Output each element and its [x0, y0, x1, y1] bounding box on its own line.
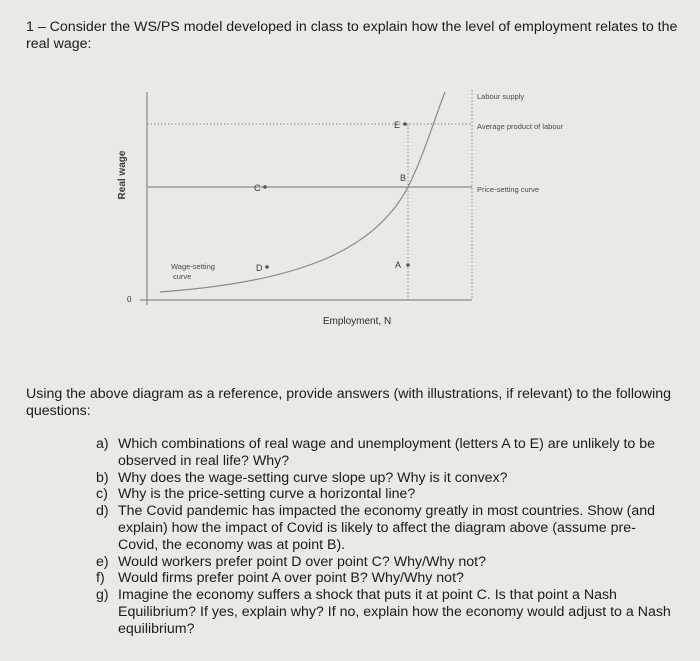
origin-label: 0	[127, 295, 132, 304]
point-d	[256, 263, 269, 273]
point-e	[394, 120, 407, 130]
svg-text:C: C	[254, 183, 261, 193]
question-heading: 1 – Consider the WS/PS model developed in class to explain how the level of employment relates to the real wage:	[26, 19, 678, 52]
question-g: g) Imagine the economy suffers a shock that puts it at point C. Is that point a Nash Equilibrium? If yes, explain why? If no, explain how the economy would adjust to a Nash equilibrium?	[96, 587, 671, 637]
question-c: c) Why is the price-setting curve a horizontal line?	[96, 486, 416, 503]
question-a: a) Which combinations of real wage and unemployment (letters A to E) are unlikely to be observed in real life? Why?	[96, 436, 656, 469]
average-product-label: Average product of labour	[477, 122, 564, 131]
price-setting-label: Price-setting curve	[477, 185, 540, 194]
intro-text: Using the above diagram as a reference, provide answers (with illustrations, if relevant) to the following questions:	[26, 386, 672, 419]
wage-setting-label-line2: curve	[173, 272, 192, 281]
svg-text:A: A	[395, 260, 402, 270]
svg-text:D: D	[256, 263, 263, 273]
question-list	[96, 436, 676, 638]
question-b: b) Why does the wage-setting curve slope up? Why is it convex?	[96, 469, 508, 486]
question-f: f) Would firms prefer point A over point B? Why/Why not?	[96, 570, 464, 587]
wage-setting-label-line1: Wage-setting	[171, 262, 215, 271]
y-axis-label: Real wage	[117, 150, 128, 200]
question-e: e) Would workers prefer point D over point C? Why/Why not?	[96, 553, 486, 570]
svg-text:E: E	[394, 120, 401, 130]
svg-text:B: B	[400, 173, 407, 183]
point-c	[254, 183, 267, 193]
labour-supply-label: Labour supply	[477, 92, 525, 101]
x-axis-label: Employment, N	[322, 316, 392, 327]
question-d: d) The Covid pandemic has impacted the economy greatly in most countries. Show (and explain) how the impact of Covid is likely to affect the diagram above (assume pre-Covid, the economy was at point B).	[96, 503, 656, 553]
point-b	[400, 173, 406, 183]
